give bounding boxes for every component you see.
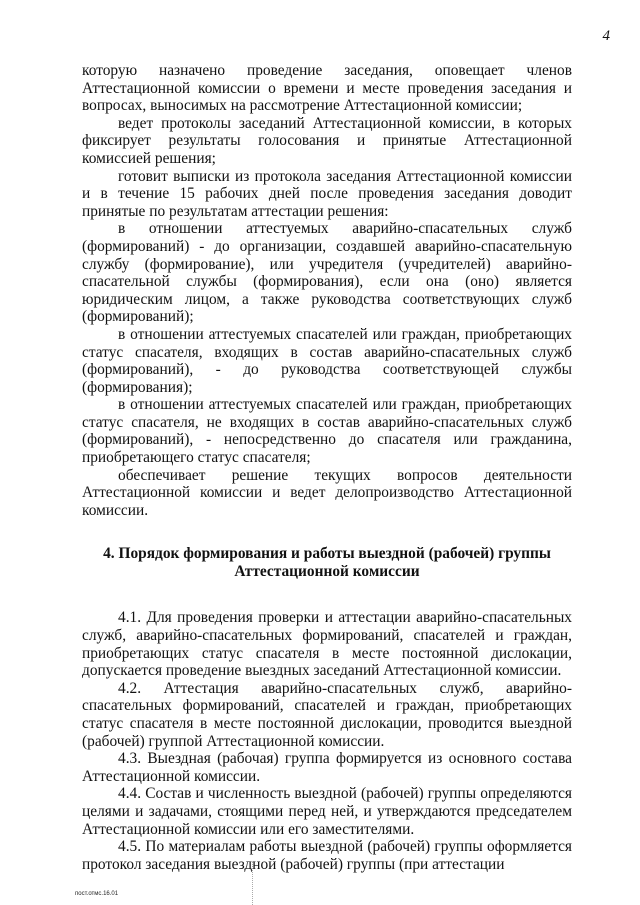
clause-4-1: 4.1. Для проведения проверки и аттестации аварийно-спасательных служб, аварийно-спасательных формирований, спасателей и граждан, приобретающих статус спасателя в месте постоянной дислокации, допускается проведение выездных заседаний Аттестационной комиссии. (82, 609, 572, 680)
document-body (82, 62, 572, 873)
paragraph-rescuers-out: в отношении аттестуемых спасателей или граждан, приобретающих статус спасателя, не входящих в состав аварийно-спасательных служб (формирований), - непосредственно до спасателя или гражданина, приобретающего статус спасателя; (82, 396, 572, 467)
clause-4-2: 4.2. Аттестация аварийно-спасательных служб, аварийно-спасательных формирований, спасателей и граждан, приобретающих статус спасателя в месте постоянной дислокации, проводится выездной (рабочей) группой Аттестационной комиссии. (82, 679, 572, 750)
paragraph-records: обеспечивает решение текущих вопросов деятельности Аттестационной комиссии и ведет делопроизводство Аттестационной комиссии. (82, 466, 572, 519)
paragraph-rescuers-in: в отношении аттестуемых спасателей или граждан, приобретающих статус спасателя, входящих в состав аварийно-спасательных служб (формирований), - до руководства соответствующей службы (формирования); (82, 325, 572, 396)
clause-4-3: 4.3. Выездная (рабочая) группа формируется из основного состава Аттестационной комиссии. (82, 750, 572, 785)
paragraph-protocols: ведет протоколы заседаний Аттестационной комиссии, в которых фиксирует результаты голосования и принятые Аттестационной комиссией решения; (82, 114, 572, 167)
page-number: 4 (602, 28, 610, 44)
clause-4-5: 4.5. По материалам работы выездной (рабочей) группы оформляется протокол заседания выездной (рабочей) группы (при аттестации (82, 838, 572, 873)
paragraph-services: в отношении аттестуемых аварийно-спасательных служб (формирований) - до организации, создавшей аварийно-спасательную службу (формирование), или учредителя (учредителей) аварийно-спасательной службы (формирования), если она (оно) является юридическим лицом, а также руководства соответствующих служб (формирований); (82, 220, 572, 326)
paragraph-extracts: готовит выписки из протокола заседания Аттестационной комиссии и в течение 15 рабочих дней после проведения заседания доводит принятые по результатам аттестации решения: (82, 167, 572, 220)
footer-code: пост.отмс.16.01 (75, 891, 119, 897)
clause-4-4: 4.4. Состав и численность выездной (рабочей) группы определяются целями и задачами, стоящими перед ней, и утверждаются председателем Аттестационной комиссии или его заместителями. (82, 785, 572, 838)
section-title: 4. Порядок формирования и работы выездной (рабочей) группы Аттестационной комиссии (103, 545, 551, 581)
scan-fold-line (252, 862, 253, 905)
paragraph-continuation: которую назначено проведение заседания, оповещает членов Аттестационной комиссии о времени и месте проведения заседания и вопросах, выносимых на рассмотрение Аттестационной комиссии; (82, 62, 572, 115)
